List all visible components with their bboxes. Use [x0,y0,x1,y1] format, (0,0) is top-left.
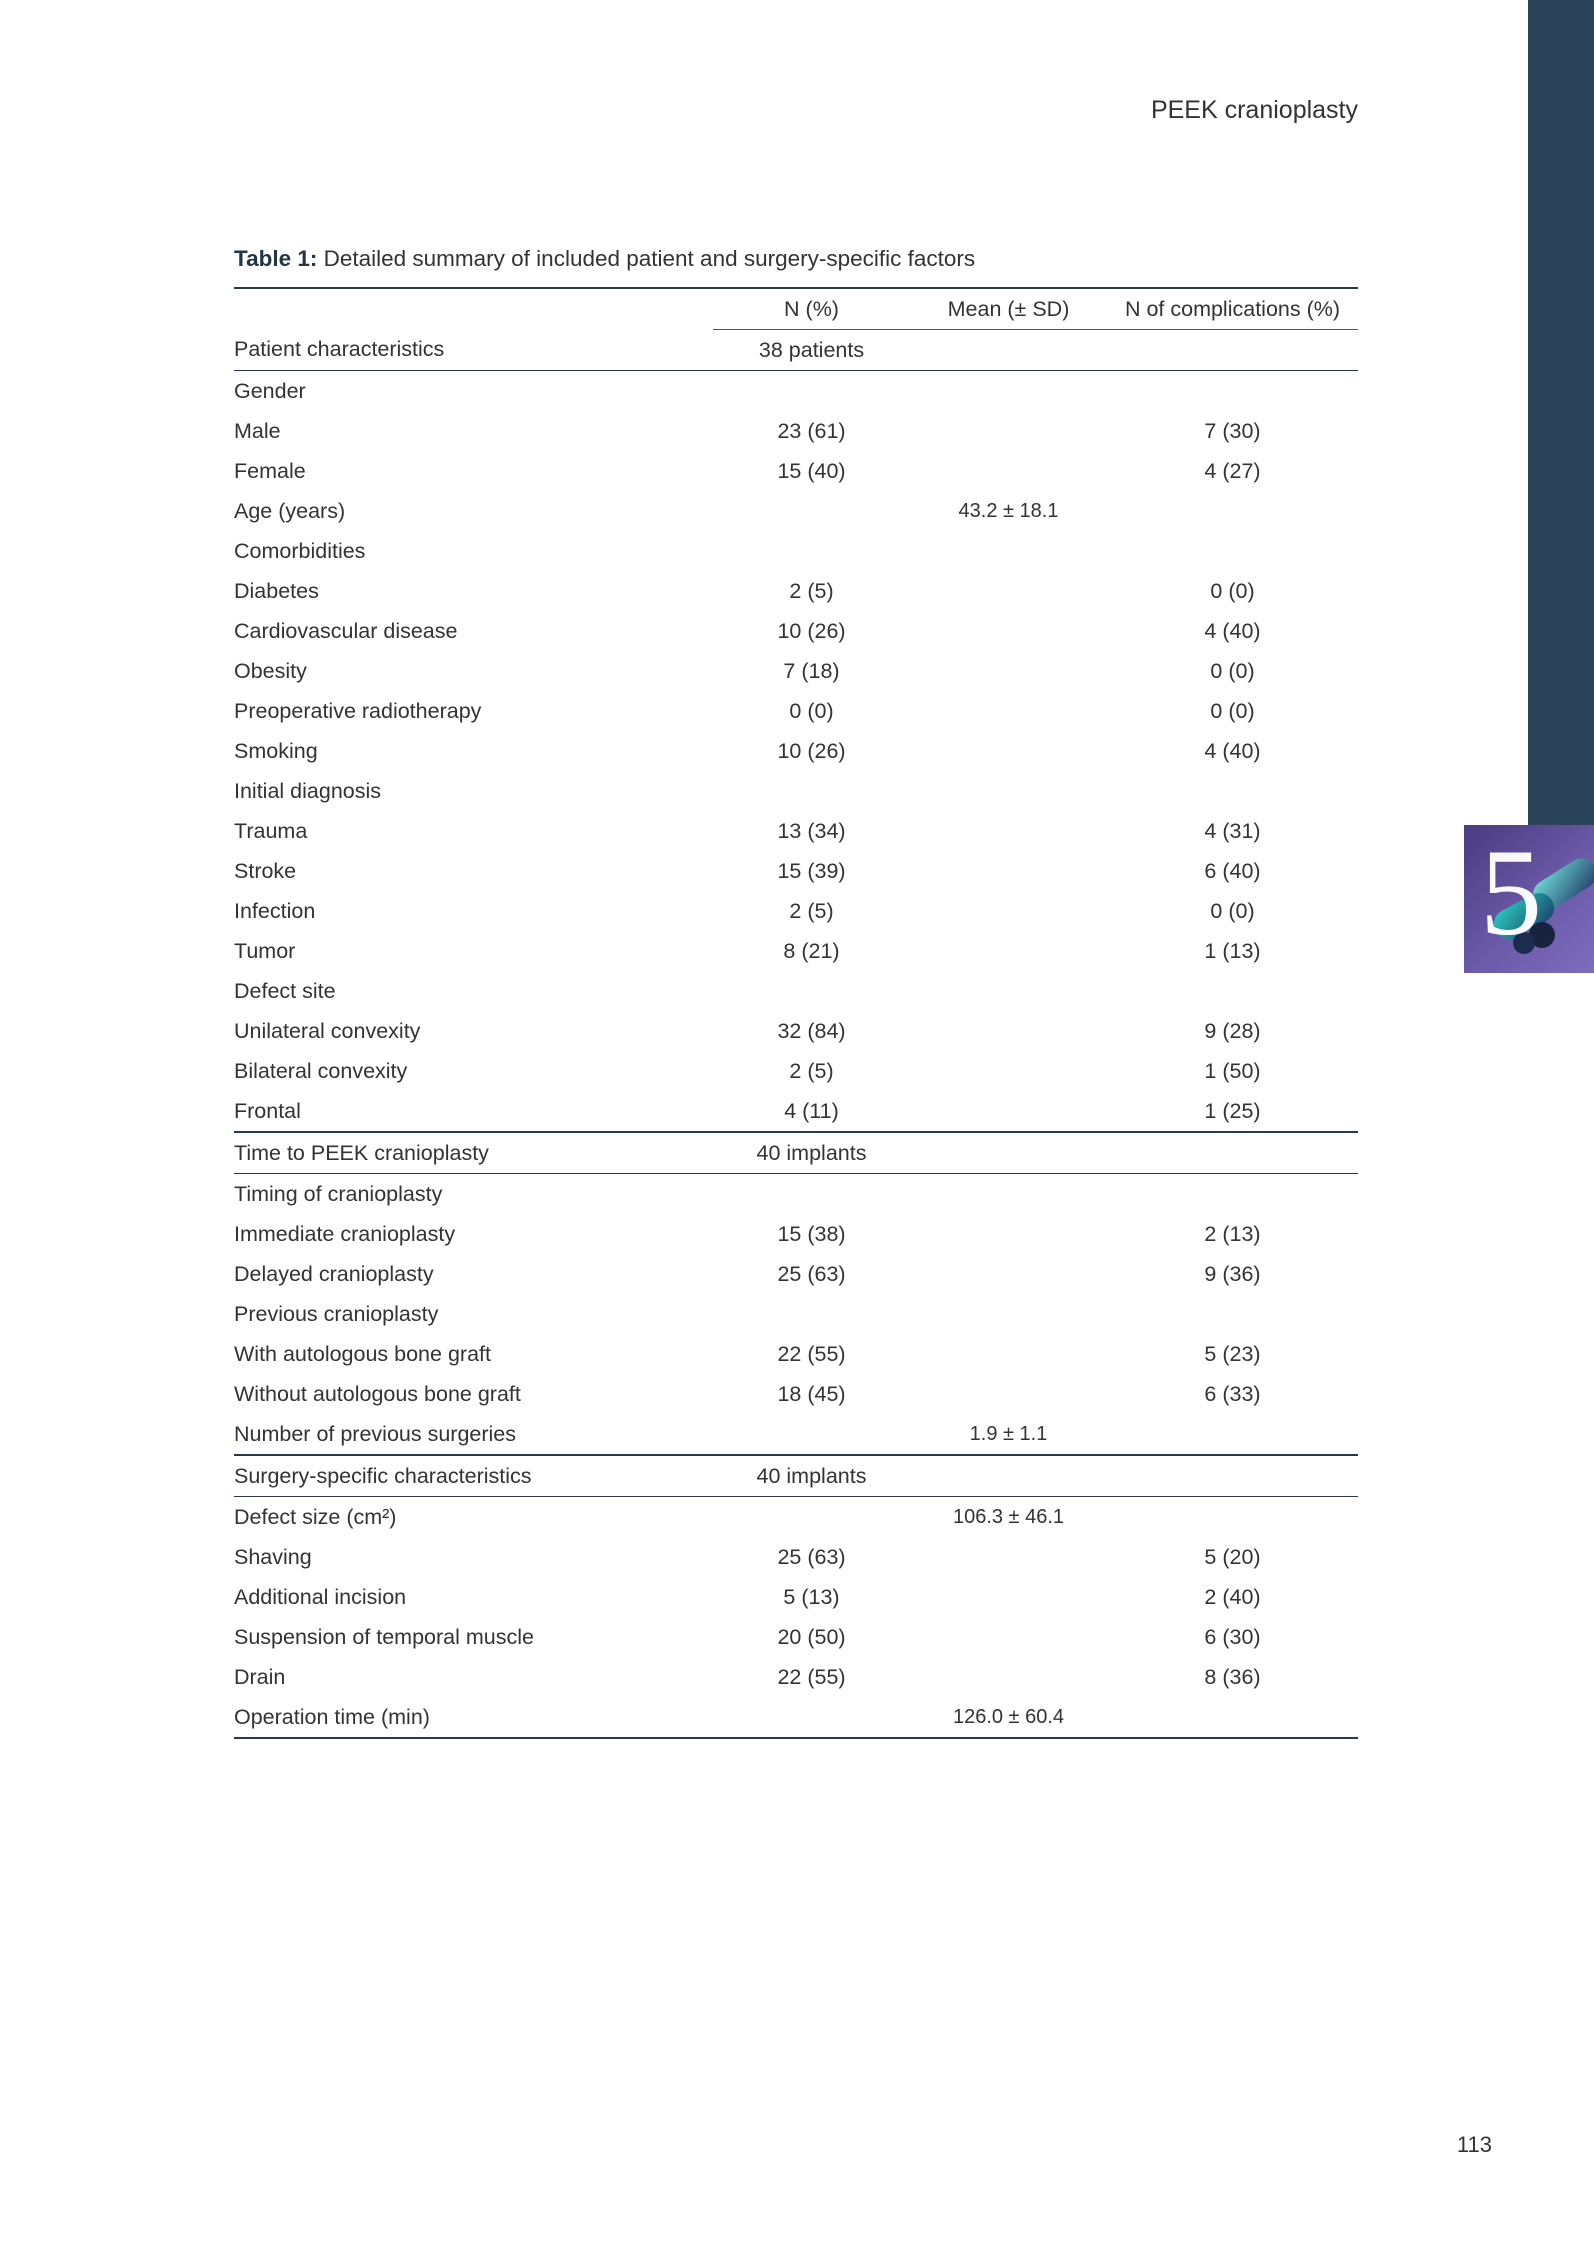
table-row [234,1657,1358,1697]
row-n: 15 (39) [777,858,846,883]
row-complications: 9 (36) [1204,1261,1261,1286]
row-n: 2 (5) [789,898,834,923]
row-complications: 4 (27) [1204,458,1261,483]
table-row [234,1254,1358,1294]
row-complications: 1 (13) [1204,938,1261,963]
row-mean [910,451,1107,491]
row-complications: 0 (0) [1210,658,1255,683]
row-label: Delayed cranioplasty [234,1261,434,1286]
table-row [234,1497,1358,1538]
row-label: Cardiovascular disease [234,618,458,643]
row-mean [910,1617,1107,1657]
row-complications: 0 (0) [1210,898,1255,923]
row-n: 38 patients [713,330,910,371]
table-row [234,651,1358,691]
row-mean [910,1374,1107,1414]
row-mean [910,1214,1107,1254]
row-mean [910,1537,1107,1577]
row-label: Without autologous bone graft [234,1381,521,1406]
row-n: 10 (26) [777,738,846,763]
row-complications [1107,1697,1358,1738]
row-label: Time to PEEK cranioplasty [234,1132,713,1174]
row-label: Diabetes [234,578,319,603]
table-row [234,1414,1358,1455]
summary-table [234,287,1358,1739]
row-complications [1107,491,1358,531]
row-label: With autologous bone graft [234,1341,491,1366]
page-number: 113 [1456,2132,1492,2157]
row-mean [910,1051,1107,1091]
row-complications: 5 (23) [1204,1341,1261,1366]
row-n: 5 (13) [783,1584,840,1609]
row-complications: 5 (20) [1204,1544,1261,1569]
row-mean [910,330,1107,371]
row-mean [910,771,1107,811]
row-n [713,1414,910,1455]
table-row [234,491,1358,531]
table-caption [234,246,975,272]
table-row [234,1617,1358,1657]
row-mean [910,651,1107,691]
row-n [713,1294,910,1334]
row-label: Female [234,458,306,483]
row-n: 2 (5) [789,578,834,603]
row-n: 0 (0) [789,698,834,723]
row-complications [1107,330,1358,371]
row-mean [910,371,1107,412]
row-mean [910,1091,1107,1132]
row-label: Shaving [234,1544,312,1569]
row-label: Operation time (min) [234,1697,713,1738]
row-label: Trauma [234,818,308,843]
row-mean [910,931,1107,971]
row-n: 8 (21) [783,938,840,963]
row-n [713,491,910,531]
table-row [234,851,1358,891]
row-n: 4 (11) [713,1091,910,1132]
table-row [234,1011,1358,1051]
table-row [234,971,1358,1011]
row-label: Previous cranioplasty [234,1301,439,1326]
row-label: Suspension of temporal muscle [234,1624,534,1649]
row-label: Initial diagnosis [234,778,382,803]
side-color-bar [1528,0,1594,825]
table-row [234,811,1358,851]
row-mean: 126.0 ± 60.4 [910,1697,1107,1738]
row-n: 25 (63) [777,1261,846,1286]
row-mean [910,611,1107,651]
row-mean [910,891,1107,931]
row-mean [910,1174,1107,1215]
table-row [234,891,1358,931]
row-complications [1107,1497,1358,1538]
row-label: Comorbidities [234,538,366,563]
row-n: 32 (84) [777,1018,846,1043]
row-complications: 0 (0) [1210,578,1255,603]
row-complications [1107,1174,1358,1215]
row-label: Obesity [234,658,307,683]
row-complications: 1 (25) [1107,1091,1358,1132]
row-complications: 6 (40) [1204,858,1261,883]
row-n: 10 (26) [777,618,846,643]
row-mean [910,571,1107,611]
row-n: 13 (34) [777,818,846,843]
row-complications: 9 (28) [1204,1018,1261,1043]
table-row [234,451,1358,491]
row-mean [910,1657,1107,1697]
row-n: 23 (61) [777,418,846,443]
row-n [713,771,910,811]
row-n [713,1697,910,1738]
table-row [234,411,1358,451]
row-mean [910,1455,1107,1497]
row-mean [910,811,1107,851]
table-row [234,1214,1358,1254]
row-label: Patient characteristics [234,330,713,371]
row-n [713,1497,910,1538]
table-row [234,611,1358,651]
row-mean: 1.9 ± 1.1 [910,1414,1107,1455]
table-row [234,371,1358,412]
row-label: Defect size (cm²) [234,1504,397,1529]
row-complications [1107,971,1358,1011]
row-n: 18 (45) [777,1381,846,1406]
row-mean [910,1011,1107,1051]
table-row [234,1334,1358,1374]
row-mean [910,1577,1107,1617]
row-label: Tumor [234,938,296,963]
row-complications [1107,1294,1358,1334]
row-label: Immediate cranioplasty [234,1221,456,1246]
row-complications [1107,371,1358,412]
table-row [234,1374,1358,1414]
row-n: 40 implants [713,1455,910,1497]
header-n: N (%) [713,288,910,330]
chapter-number: 5 [1480,825,1542,961]
row-mean [910,1334,1107,1374]
row-complications: 0 (0) [1210,698,1255,723]
header-mean: Mean (± SD) [910,288,1107,330]
row-n: 22 (55) [777,1341,846,1366]
row-n: 40 implants [713,1132,910,1174]
row-mean [910,731,1107,771]
row-label: Surgery-specific characteristics [234,1455,713,1497]
header-label [234,288,713,330]
row-n: 15 (40) [777,458,846,483]
caption-label: Table 1: [234,246,318,271]
row-mean: 43.2 ± 18.1 [958,499,1059,522]
row-complications: 4 (40) [1204,738,1261,763]
row-complications: 7 (30) [1204,418,1261,443]
running-head: PEEK cranioplasty [1150,96,1358,124]
table-row [234,1697,1358,1738]
row-label: Male [234,418,281,443]
row-complications: 6 (33) [1204,1381,1261,1406]
row-label: Smoking [234,738,318,763]
table-row [234,1174,1358,1215]
row-mean [910,851,1107,891]
row-n: 22 (55) [777,1664,846,1689]
row-mean [910,1294,1107,1334]
row-complications [1107,531,1358,571]
row-n [713,971,910,1011]
row-label: Additional incision [234,1584,407,1609]
row-mean [910,1254,1107,1294]
row-mean [910,531,1107,571]
table-row [234,1051,1358,1091]
row-n [713,1174,910,1215]
table-row [234,731,1358,771]
table-row [234,1537,1358,1577]
row-n: 25 (63) [777,1544,846,1569]
table-row [234,1091,1358,1132]
row-n [713,371,910,412]
row-complications: 8 (36) [1204,1664,1261,1689]
row-label: Unilateral convexity [234,1018,421,1043]
row-label: Age (years) [234,498,346,523]
table-row [234,571,1358,611]
table-header-row [234,288,1358,330]
row-complications [1107,1132,1358,1174]
table-row [234,1132,1358,1174]
table-row [234,330,1358,371]
row-label: Gender [234,378,306,403]
row-mean [910,411,1107,451]
row-n: 7 (18) [783,658,840,683]
table-row [234,931,1358,971]
row-mean [910,1132,1107,1174]
row-mean: 106.3 ± 46.1 [952,1505,1065,1528]
row-complications [1107,1455,1358,1497]
row-n: 2 (5) [789,1058,834,1083]
row-complications: 1 (50) [1204,1058,1261,1083]
row-label: Defect site [234,978,336,1003]
row-label: Preoperative radiotherapy [234,698,482,723]
row-label: Drain [234,1664,286,1689]
row-label: Frontal [234,1091,713,1132]
row-complications [1107,771,1358,811]
table-row [234,1577,1358,1617]
row-label: Infection [234,898,316,923]
row-n: 15 (38) [777,1221,846,1246]
row-mean [910,691,1107,731]
header-complications: N of complications (%) [1107,288,1358,330]
row-label: Timing of cranioplasty [234,1181,443,1206]
row-complications: 2 (40) [1204,1584,1261,1609]
row-label: Stroke [234,858,297,883]
row-complications [1107,1414,1358,1455]
table-row [234,1294,1358,1334]
row-complications: 4 (40) [1204,618,1261,643]
row-label: Number of previous surgeries [234,1414,713,1455]
table-row [234,771,1358,811]
chapter-tab [1464,825,1594,973]
table-row [234,691,1358,731]
row-n [713,531,910,571]
row-label: Bilateral convexity [234,1058,408,1083]
row-mean [910,971,1107,1011]
row-complications: 4 (31) [1204,818,1261,843]
caption-text: Detailed summary of included patient and surgery-specific factors [317,246,976,271]
row-n: 20 (50) [777,1624,846,1649]
table-row [234,1455,1358,1497]
row-complications: 2 (13) [1204,1221,1261,1246]
row-complications: 6 (30) [1204,1624,1261,1649]
table-row [234,531,1358,571]
